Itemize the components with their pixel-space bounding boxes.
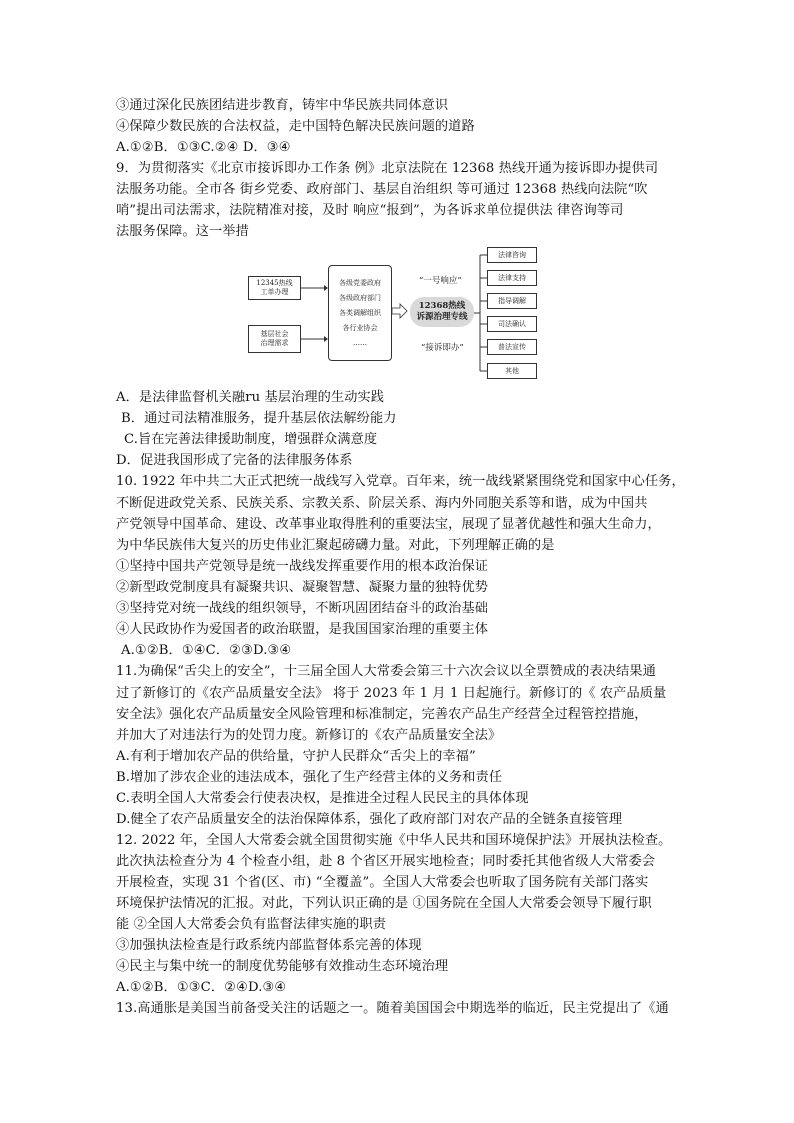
option-d: D．促进我国形成了完备的法律服务体系 bbox=[116, 453, 353, 468]
grassroots-needs-box bbox=[248, 325, 301, 353]
answer-options: A.①②B．①④C．②③D.③④ bbox=[121, 643, 292, 658]
option-c: C.表明全国人大常委会行使表决权，是推进全过程人民民主的具体体现 bbox=[116, 791, 529, 806]
text-line: 开展检查，实现 31 个省(区、市) “全覆盖”。全国人大常委会也听取了国务院有关部门落实 bbox=[116, 875, 649, 890]
text-line: ③加强执法检查是行政系统内部监督体系完善的体现 bbox=[116, 938, 422, 953]
text-line: 法服务保障。这一举措 bbox=[116, 224, 249, 239]
box-label: 基层社会 bbox=[260, 330, 289, 338]
text-line: 能 ②全国人大常委会负有监督法律实施的职责 bbox=[116, 917, 387, 932]
option-a: A．是法律监督机关融ru 基层治理的生动实践 bbox=[116, 390, 385, 405]
text-line: 为中华民族伟大复兴的历史伟业汇聚起磅礴力量。对此，下列理解正确的是 bbox=[116, 538, 555, 553]
text-line: ④民主与集中统一的制度优势能够有效推动生态环境治理 bbox=[116, 959, 449, 974]
option-b: B．通过司法精准服务，提升基层依法解纷能力 bbox=[121, 411, 397, 426]
box-label: 法律咨询 bbox=[498, 250, 526, 259]
box-label: 其他 bbox=[505, 366, 519, 375]
text-line: 安全法》强化农产品质量安全风险管理和标准制定，完善农产品生产经营全过程管控措施， bbox=[116, 707, 648, 722]
text-line: ④保障少数民族的合法权益，走中国特色解决民族问题的道路 bbox=[116, 119, 475, 134]
option-c: C.旨在完善法律援助制度，增强群众满意度 bbox=[124, 432, 378, 447]
quote-one-response: “一号响应” bbox=[419, 276, 462, 286]
text-line: 不断促进政党关系、民族关系、宗教关系、阶层关系、海内外同胞关系等和谐，成为中国共 bbox=[116, 496, 648, 511]
box-label: 普法宣传 bbox=[498, 342, 526, 351]
service-box bbox=[487, 247, 537, 263]
box-label: 12345热线 bbox=[256, 279, 293, 287]
box-label: 各类调解组织 bbox=[339, 308, 381, 317]
quote-handle-request: “接诉即办” bbox=[421, 343, 464, 353]
service-box bbox=[487, 339, 537, 355]
text-line: 并加大了对违法行为的处罚力度。新修订的《农产品质量安全法》 bbox=[116, 728, 502, 743]
answer-options: A.①②B．①③C．②④D.③④ bbox=[116, 980, 287, 995]
box-label: 各级党委政府 bbox=[339, 278, 381, 287]
question-11-stem: 11.为确保“舌尖上的安全”，十三届全国人大常委会第三十六次会议以全票赞成的表决结果通 bbox=[116, 664, 656, 679]
option-a: A.有利于增加农产品的供给量，守护人民群众“舌尖上的幸福” bbox=[116, 749, 476, 764]
box-label: 各级政府部门 bbox=[339, 293, 381, 302]
box-label: 各行业协会 bbox=[342, 323, 378, 332]
text-line: ③坚持党对统一战线的组织领导，不断巩固团结奋斗的政治基础 bbox=[116, 601, 489, 616]
text-line: ②新型政党制度具有凝聚共识、凝聚智慧、凝聚力量的独特优势 bbox=[116, 580, 489, 595]
text-line: 哨”提出司法需求，法院精准对接，及时 响应“报到”，为各诉求单位提供法 律咨询等司 bbox=[116, 203, 624, 218]
text-line: ①坚持中国共产党领导是统一战线发挥重要作用的根本政治保证 bbox=[116, 559, 489, 574]
text-line: 法服务功能。全市各 街乡党委、政府部门、基层自治组织 等可通过 12368 热线向法院“吹 bbox=[116, 182, 648, 197]
box-label: 诉源治理专线 bbox=[416, 312, 468, 322]
text-line: ③通过深化民族团结进步教育，铸牢中华民族共同体意识 bbox=[116, 98, 449, 113]
flow-diagram bbox=[244, 244, 556, 384]
text-line: 产党领导中国革命、建设、改革事业取得胜利的重要法宝，展现了显著优越性和强大生命力， bbox=[116, 517, 661, 532]
box-label: 12368热线 bbox=[418, 301, 466, 311]
text-line: ④人民政协作为爱国者的政治联盟，是我国国家治理的重要主体 bbox=[116, 622, 489, 637]
question-13-stem: 13.高通胀是美国当前备受关注的话题之一。随着美国国会中期选举的临近，民主党提出了《通 bbox=[116, 1001, 669, 1016]
text-line: 环境保护法情况的汇报。对此，下列认识正确的是 ①国务院在全国人大常委会领导下履行职 bbox=[116, 896, 652, 911]
box-label: 法律支持 bbox=[498, 273, 526, 282]
question-12-stem: 12. 2022 年，全国人大常委会就全国贯彻实施《中华人民共和国环境保护法》开展执法检查。 bbox=[116, 833, 672, 848]
box-label: 工单办理 bbox=[260, 288, 289, 296]
organizations-box bbox=[328, 265, 392, 361]
text-line: 此次执法检查分为 4 个检查小组，赴 8 个省区开展实地检查；同时委托其他省级人大常委会 bbox=[116, 854, 656, 869]
box-label: 指导调解 bbox=[498, 296, 526, 305]
service-box bbox=[487, 363, 537, 379]
hotline-12368-box bbox=[410, 297, 474, 327]
service-box bbox=[487, 316, 537, 332]
option-b: B.增加了涉农企业的违法成本，强化了生产经营主体的义务和责任 bbox=[116, 770, 503, 785]
option-d: D.健全了农产品质量安全的法治保障体系，强化了政府部门对农产品的全链条直接管理 bbox=[116, 812, 623, 827]
box-label: 司法确认 bbox=[498, 319, 526, 328]
hotline-12345-box bbox=[248, 276, 301, 300]
service-box bbox=[487, 270, 537, 286]
question-10-stem: 10. 1922 年中共二大正式把统一战线写入党章。百年来，统一战线紧紧围绕党和国家中心任务， bbox=[116, 474, 685, 489]
box-label: …… bbox=[353, 338, 367, 347]
question-9-stem: 9．为贯彻落实《北京市接诉即办工作条 例》北京法院在 12368 热线开通为接诉即办提供司 bbox=[116, 161, 659, 176]
box-label: 治理需求 bbox=[260, 339, 289, 347]
service-box bbox=[487, 293, 537, 309]
text-line: A.①②B．①③C.②④ D．③④ bbox=[116, 140, 291, 155]
text-line: 过了新修订的《农产品质量安全法》 将于 2023 年 1 月 1 日起施行。新修订的《 农产品质量 bbox=[116, 686, 667, 701]
